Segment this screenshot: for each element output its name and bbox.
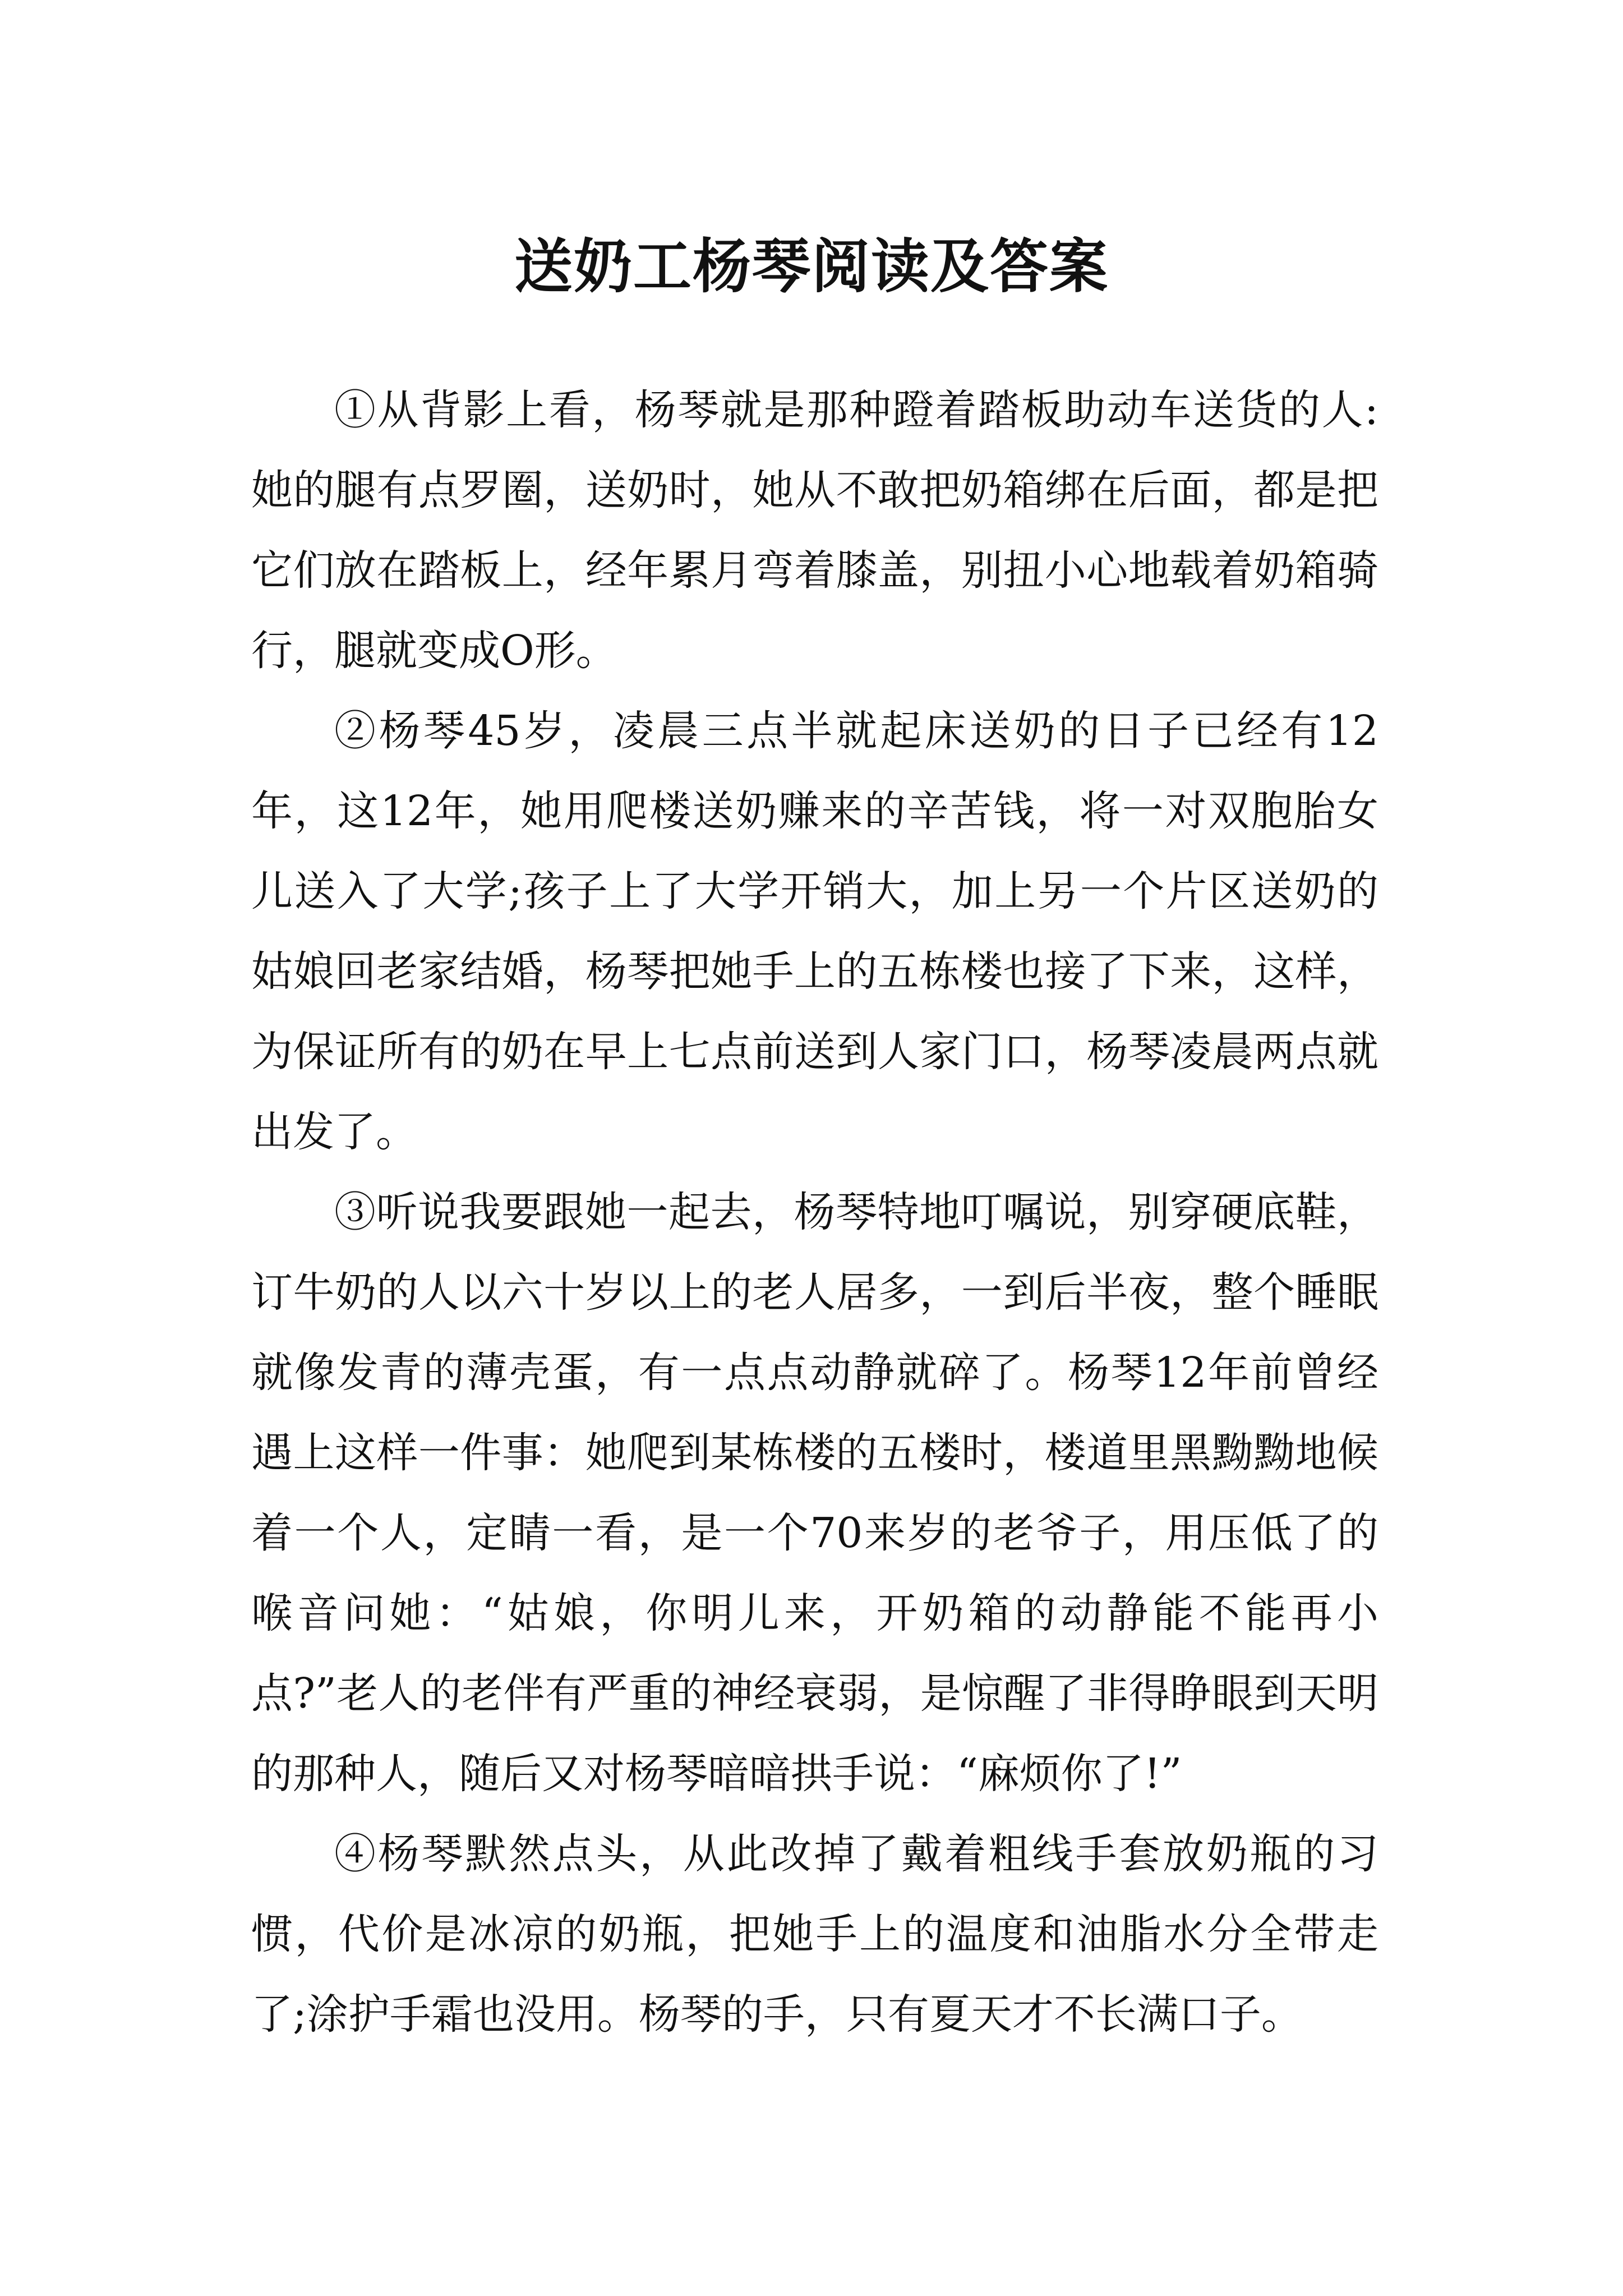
document-title: 送奶工杨琴阅读及答案 <box>514 231 1109 301</box>
paragraph-1: ①从背影上看，杨琴就是那种蹬着踏板助动车送货的人:她的腿有点罗圈，送奶时，她从不敢把奶箱绑在后面，都是把它们放在踏板上，经年累月弯着膝盖，别扭小心地载着奶箱骑行，腿就变成O形。 <box>251 386 1378 675</box>
paragraph-4: ④杨琴默然点头，从此改掉了戴着粗线手套放奶瓶的习惯，代价是冰凉的奶瓶，把她手上的温度和油脂水分全带走了;涂护手霜也没用。杨琴的手，只有夏天才不长满口子。 <box>251 1830 1378 2039</box>
paragraph-2: ②杨琴45岁，凌晨三点半就起床送奶的日子已经有12年，这12年，她用爬楼送奶赚来的辛苦钱，将一对双胞胎女儿送入了大学;孩子上了大学开销大，加上另一个片区送奶的姑娘回老家结婚，杨琴把她手上的五栋楼也接了下来，这样，为保证所有的奶在早上七点前送到人家门口，杨琴凌晨两点就出发了。 <box>251 707 1378 1156</box>
paragraph-3: ③听说我要跟她一起去，杨琴特地叮嘱说，别穿硬底鞋，订牛奶的人以六十岁以上的老人居多，一到后半夜，整个睡眠就像发青的薄壳蛋，有一点点动静就碎了。杨琴12年前曾经遇上这样一件事：她爬到某栋楼的五楼时，楼道里黑黝黝地候着一个人，定睛一看，是一个70来岁的老爷子，用压低了的喉音问她：“姑娘，你明儿来，开奶箱的动静能不能再小点?”老人的老伴有严重的神经衰弱，是惊醒了非得睁眼到天明的那种人，随后又对杨琴暗暗拱手说：“麻烦你了!” <box>251 1188 1378 1798</box>
document-body <box>251 370 1378 2055</box>
